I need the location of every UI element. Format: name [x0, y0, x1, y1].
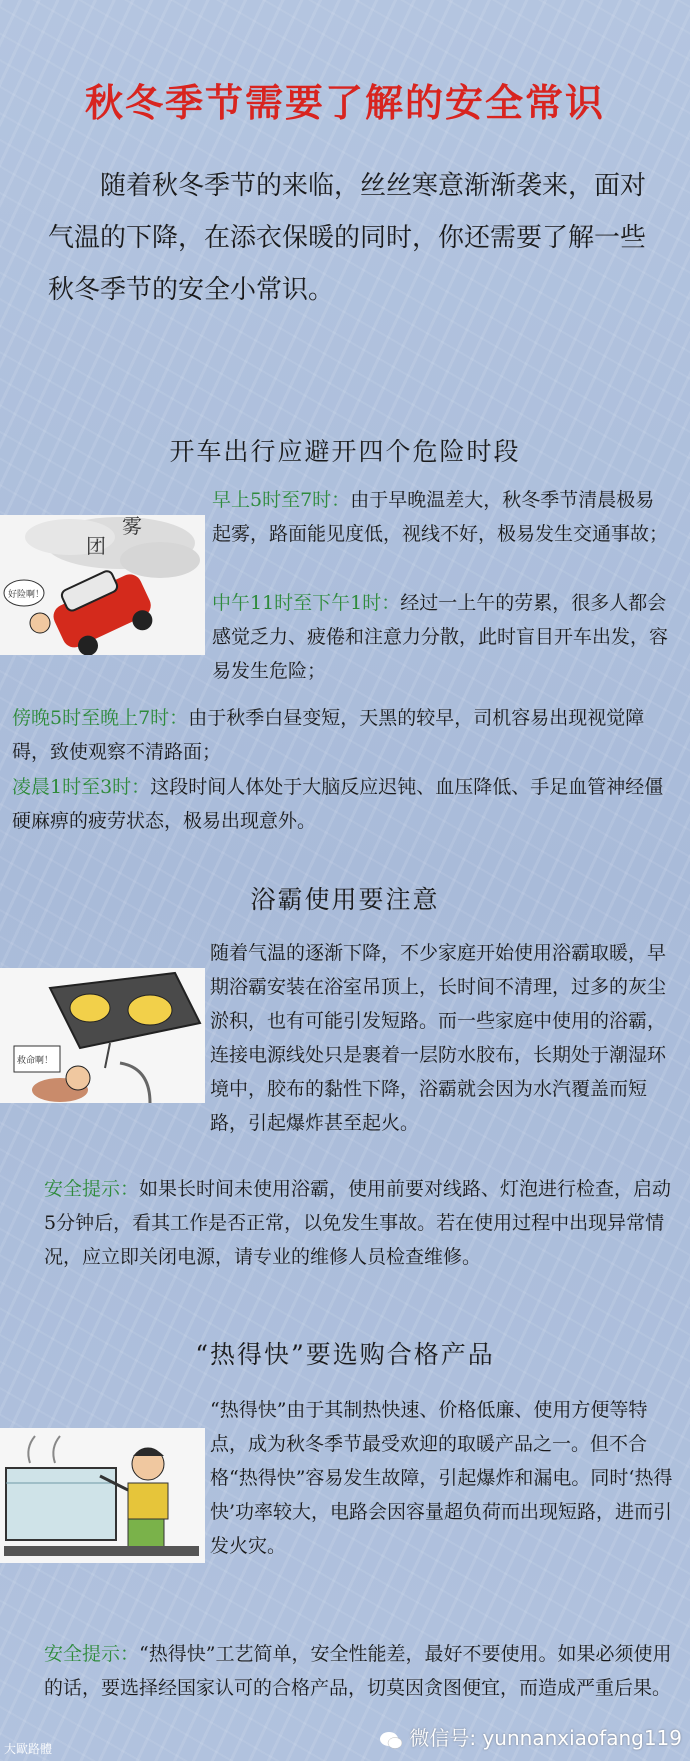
fog-label-2: 雾: [122, 515, 142, 538]
driving-item-2: 中午11时至下午1时：经过一上午的劳累，很多人都会感觉乏力、疲倦和注意力分散，此时盲目开车出发，容易发生危险；: [212, 592, 669, 682]
section-heading-immersion-heater: “热得快”要选购合格产品: [195, 1340, 495, 1369]
victim-speech-bubble: 救命啊！: [17, 1056, 54, 1066]
driver-speech-bubble: 好险啊！: [8, 590, 45, 600]
time-label-evening: 傍晚5时至晚上7时：: [12, 707, 189, 729]
bath-heater-illustration: [0, 968, 205, 1103]
intro-paragraph: 随着秋冬季节的来临，丝丝寒意渐渐袭来，面对气温的下降，在添衣保暖的同时，你还需要了解一些秋冬季节的安全小常识。: [48, 171, 647, 305]
immersion-heater-paragraph: “热得快”由于其制热快速、价格低廉、使用方便等特点，成为秋冬季节最受欢迎的取暖产品之一。但不合格“热得快”容易发生故障，引起爆炸和漏电。同时‘热得快’功率较大，电路会因容量超负荷而出现短路，进而引发火灾。: [210, 1399, 673, 1557]
foggy-car-illustration: [0, 515, 205, 655]
page-title: 秋冬季节需要了解的安全常识: [84, 80, 605, 125]
wechat-icon: [379, 1730, 403, 1750]
safety-tip-label: 安全提示：: [44, 1178, 140, 1200]
section-heading-bath-heater: 浴霸使用要注意: [250, 885, 440, 914]
source-watermark: 大歐路體: [4, 1742, 53, 1756]
time-label-morning: 早上5时至7时：: [212, 489, 351, 511]
bath-heater-paragraph: 随着气温的逐渐下降，不少家庭开始使用浴霸取暖，早期浴霸安装在浴室吊顶上，长时间不清理，过多的灰尘淤积，也有可能引发短路。而一些家庭中使用的浴霸，连接电源线处只是裹着一层防水胶布，长期处于潮湿环境中，胶布的黏性下降，浴霸就会因为水汽覆盖而短路，引起爆炸甚至起火。: [210, 942, 667, 1134]
driving-item-1: 早上5时至7时：由于早晚温差大，秋冬季节清晨极易起雾，路面能见度低，视线不好，极易发生交通事故；: [212, 489, 669, 545]
fog-label-1: 团: [86, 534, 106, 558]
time-label-noon: 中午11时至下午1时：: [212, 592, 401, 614]
immersion-heater-illustration: [0, 1428, 205, 1563]
time-label-night: 凌晨1时至3时：: [12, 776, 151, 798]
section-heading-driving: 开车出行应避开四个危险时段: [169, 437, 521, 466]
driving-item-3: 傍晚5时至晚上7时：由于秋季白昼变短，天黑的较早，司机容易出现视觉障碍，致使观察不清路面；: [12, 707, 645, 763]
driving-item-4: 凌晨1时至3时：这段时间人体处于大脑反应迟钝、血压降低、手足血管神经僵硬麻痹的疲劳状态，极易出现意外。: [12, 776, 664, 832]
wechat-watermark: [379, 1722, 682, 1751]
immersion-heater-safety-tip: 安全提示：“热得快”工艺简单，安全性能差，最好不要使用。如果必须使用的话，要选择经国家认可的合格产品，切莫因贪图便宜，而造成严重后果。: [44, 1643, 672, 1699]
bath-heater-safety-tip: 安全提示：如果长时间未使用浴霸，使用前要对线路、灯泡进行检查，启动5分钟后，看其工作是否正常，以免发生事故。若在使用过程中出现异常情况，应立即关闭电源，请专业的维修人员检查维修。: [44, 1178, 672, 1268]
wechat-account-text: 微信号: yunnanxiaofang119: [409, 1726, 682, 1750]
safety-tip-label-2: 安全提示：: [44, 1643, 140, 1665]
